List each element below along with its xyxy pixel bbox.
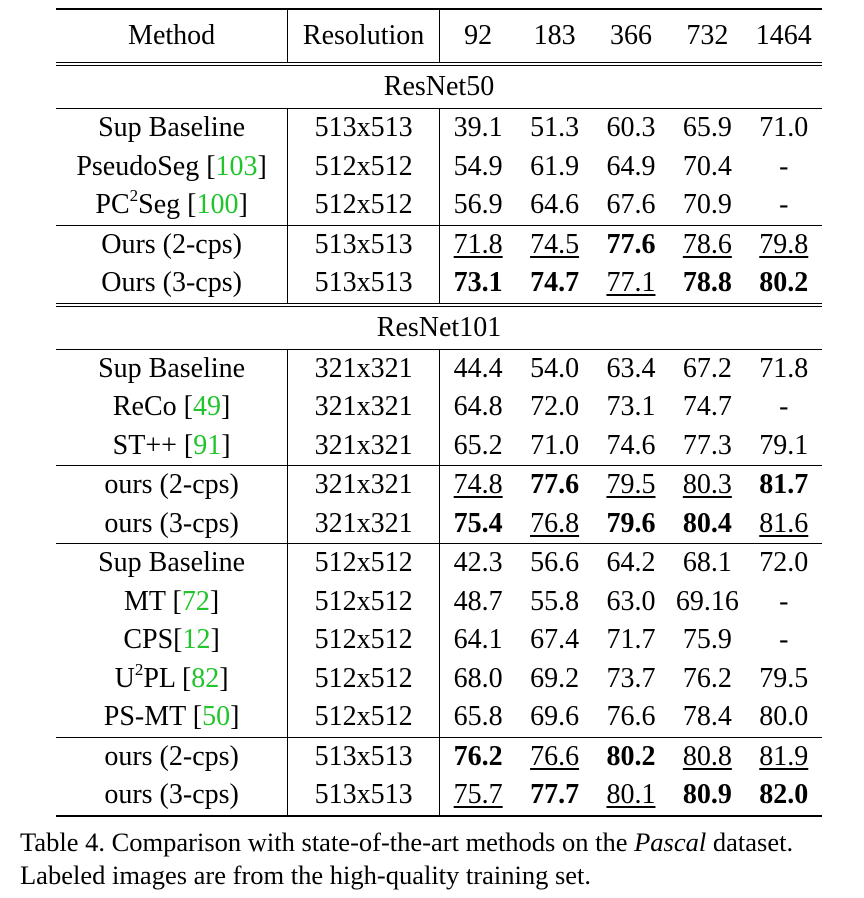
value-cell: 68.1: [669, 544, 745, 583]
value-cell: 64.9: [606, 150, 656, 182]
value-cell: 64.6: [530, 189, 580, 221]
method-cell: ours (3-cps): [56, 505, 288, 544]
citation-link[interactable]: 91: [193, 429, 222, 461]
value-cell: 68.0: [453, 662, 503, 694]
value-cell: 81.7: [746, 466, 822, 505]
resolution-cell: 321x321: [288, 388, 440, 427]
table-row: [56, 466, 822, 505]
value-cell: 72.0: [746, 544, 822, 583]
table-row: [56, 264, 822, 305]
value-cell: 70.9: [682, 189, 732, 221]
value-cell: 81.9: [746, 737, 822, 776]
value-cell: 55.8: [530, 585, 580, 617]
value-cell: 76.2: [682, 662, 732, 694]
table-row: [56, 776, 822, 816]
section-title: ResNet101: [56, 305, 822, 350]
resolution-cell: 513x513: [288, 737, 440, 776]
table-header-row: [56, 9, 822, 64]
value-cell: 71.0: [746, 109, 822, 148]
value-cell: 67.6: [606, 189, 656, 221]
value-cell: 51.3: [516, 109, 592, 148]
citation-link[interactable]: 100: [196, 189, 239, 221]
method-cell: ours (2-cps): [56, 466, 288, 505]
method-cell: ours (2-cps): [56, 737, 288, 776]
value-cell: 71.0: [530, 429, 580, 461]
value-cell: 44.4: [439, 349, 516, 388]
header-col: 92: [439, 9, 516, 64]
value-cell: 63.4: [593, 349, 669, 388]
value-cell: 79.1: [759, 429, 809, 461]
header-col: 732: [669, 9, 745, 64]
value-cell: 65.2: [453, 429, 503, 461]
value-cell: 78.6: [669, 225, 745, 264]
value-cell: 80.2: [759, 267, 809, 299]
value-cell: 77.6: [516, 466, 592, 505]
table-row: [56, 583, 822, 622]
value-cell: 69.6: [530, 701, 580, 733]
value-cell: 67.4: [530, 624, 580, 656]
value-cell: 48.7: [453, 585, 503, 617]
value-cell: 54.9: [453, 150, 503, 182]
method-cell: CPS[12]: [56, 621, 288, 660]
value-cell: 80.3: [669, 466, 745, 505]
value-cell: -: [779, 624, 789, 656]
value-cell: 42.3: [439, 544, 516, 583]
method-cell: ours (3-cps): [56, 776, 288, 816]
method-cell: ST++ [91]: [56, 427, 288, 466]
method-cell: PS-MT [50]: [56, 698, 288, 737]
table-row: [56, 737, 822, 776]
resolution-cell: 512x512: [288, 621, 440, 660]
value-cell: 80.9: [669, 776, 745, 816]
value-cell: 71.7: [606, 624, 656, 656]
value-cell: 56.6: [516, 544, 592, 583]
value-cell: 74.6: [606, 429, 656, 461]
table-row: [56, 349, 822, 388]
header-col: 366: [593, 9, 669, 64]
value-cell: 77.7: [516, 776, 592, 816]
value-cell: 72.0: [530, 391, 580, 423]
value-cell: 79.8: [746, 225, 822, 264]
table-row: [56, 660, 822, 699]
value-cell: 75.4: [453, 507, 503, 539]
table-row: [56, 225, 822, 264]
value-cell: 64.2: [593, 544, 669, 583]
value-cell: 74.8: [439, 466, 516, 505]
table-row: [56, 544, 822, 583]
value-cell: 69.16: [675, 585, 739, 617]
value-cell: -: [779, 189, 789, 221]
value-cell: 78.8: [682, 267, 732, 299]
value-cell: 80.2: [593, 737, 669, 776]
value-cell: -: [779, 391, 789, 423]
citation-link[interactable]: 50: [202, 701, 231, 733]
section-row: [56, 305, 822, 350]
table-row: [56, 621, 822, 660]
value-cell: 76.8: [530, 507, 580, 539]
value-cell: 76.6: [606, 701, 656, 733]
value-cell: 77.6: [593, 225, 669, 264]
resolution-cell: 321x321: [288, 349, 440, 388]
method-cell: Sup Baseline: [56, 349, 288, 388]
value-cell: 71.8: [439, 225, 516, 264]
resolution-cell: 321x321: [288, 427, 440, 466]
value-cell: 61.9: [530, 150, 580, 182]
value-cell: 79.6: [606, 507, 656, 539]
value-cell: 73.7: [606, 662, 656, 694]
resolution-cell: 513x513: [288, 776, 440, 816]
resolution-cell: 512x512: [288, 186, 440, 225]
value-cell: 64.1: [453, 624, 503, 656]
value-cell: 64.8: [453, 391, 503, 423]
value-cell: 54.0: [516, 349, 592, 388]
value-cell: 65.9: [669, 109, 745, 148]
method-cell: ReCo [49]: [56, 388, 288, 427]
value-cell: 80.1: [593, 776, 669, 816]
value-cell: 80.0: [759, 701, 809, 733]
method-cell: MT [72]: [56, 583, 288, 622]
value-cell: 70.4: [682, 150, 732, 182]
value-cell: 80.4: [682, 507, 732, 539]
resolution-cell: 321x321: [288, 505, 440, 544]
value-cell: 82.0: [746, 776, 822, 816]
method-cell: Sup Baseline: [56, 109, 288, 148]
value-cell: 69.2: [530, 662, 580, 694]
table-row: [56, 505, 822, 544]
citation-link[interactable]: 12: [182, 624, 211, 656]
resolution-cell: 321x321: [288, 466, 440, 505]
citation-link[interactable]: 82: [191, 662, 220, 694]
value-cell: 79.5: [593, 466, 669, 505]
value-cell: 80.8: [669, 737, 745, 776]
value-cell: 79.5: [759, 662, 809, 694]
method-cell: Sup Baseline: [56, 544, 288, 583]
header-col: 1464: [746, 9, 822, 64]
method-cell: Ours (2-cps): [56, 225, 288, 264]
table-caption: Table 4. Comparison with state-of-the-art methods on the Pascal dataset. Labeled images are from the high-quality training set.: [20, 827, 794, 890]
resolution-cell: 512x512: [288, 583, 440, 622]
table-row: [56, 388, 822, 427]
resolution-cell: 513x513: [288, 109, 440, 148]
table-row: [56, 148, 822, 187]
value-cell: 73.1: [606, 391, 656, 423]
resolution-cell: 513x513: [288, 264, 440, 305]
citation-link[interactable]: 103: [215, 150, 258, 182]
resolution-cell: 512x512: [288, 660, 440, 699]
method-cell: Ours (3-cps): [56, 264, 288, 305]
value-cell: 71.8: [746, 349, 822, 388]
header-col: 183: [516, 9, 592, 64]
value-cell: 74.5: [516, 225, 592, 264]
citation-link[interactable]: 72: [181, 585, 210, 617]
value-cell: 81.6: [759, 507, 809, 539]
value-cell: -: [779, 585, 789, 617]
value-cell: 65.8: [453, 701, 503, 733]
table-row: [56, 186, 822, 225]
citation-link[interactable]: 49: [192, 391, 221, 423]
table-row: [56, 427, 822, 466]
value-cell: 77.3: [682, 429, 732, 461]
method-cell: PseudoSeg [103]: [56, 148, 288, 187]
resolution-cell: 512x512: [288, 698, 440, 737]
value-cell: 63.0: [606, 585, 656, 617]
section-row: [56, 64, 822, 109]
value-cell: 74.7: [530, 267, 580, 299]
value-cell: 76.2: [439, 737, 516, 776]
value-cell: 75.9: [682, 624, 732, 656]
resolution-cell: 512x512: [288, 544, 440, 583]
value-cell: 77.1: [606, 267, 656, 299]
section-title: ResNet50: [56, 64, 822, 109]
value-cell: 67.2: [669, 349, 745, 388]
table-row: [56, 698, 822, 737]
value-cell: 74.7: [682, 391, 732, 423]
value-cell: -: [779, 150, 789, 182]
value-cell: 76.6: [516, 737, 592, 776]
value-cell: 60.3: [593, 109, 669, 148]
method-cell: $U^2PL$ [82]: [56, 660, 288, 699]
header-method: Method: [56, 9, 288, 64]
header-resolution: Resolution: [288, 9, 440, 64]
resolution-cell: 512x512: [288, 148, 440, 187]
results-table: [56, 8, 822, 817]
table-row: [56, 109, 822, 148]
value-cell: 73.1: [453, 267, 503, 299]
resolution-cell: 513x513: [288, 225, 440, 264]
value-cell: 75.7: [439, 776, 516, 816]
method-cell: $PC^2Seg$ [100]: [56, 186, 288, 225]
value-cell: 78.4: [682, 701, 732, 733]
value-cell: 56.9: [453, 189, 503, 221]
value-cell: 39.1: [439, 109, 516, 148]
